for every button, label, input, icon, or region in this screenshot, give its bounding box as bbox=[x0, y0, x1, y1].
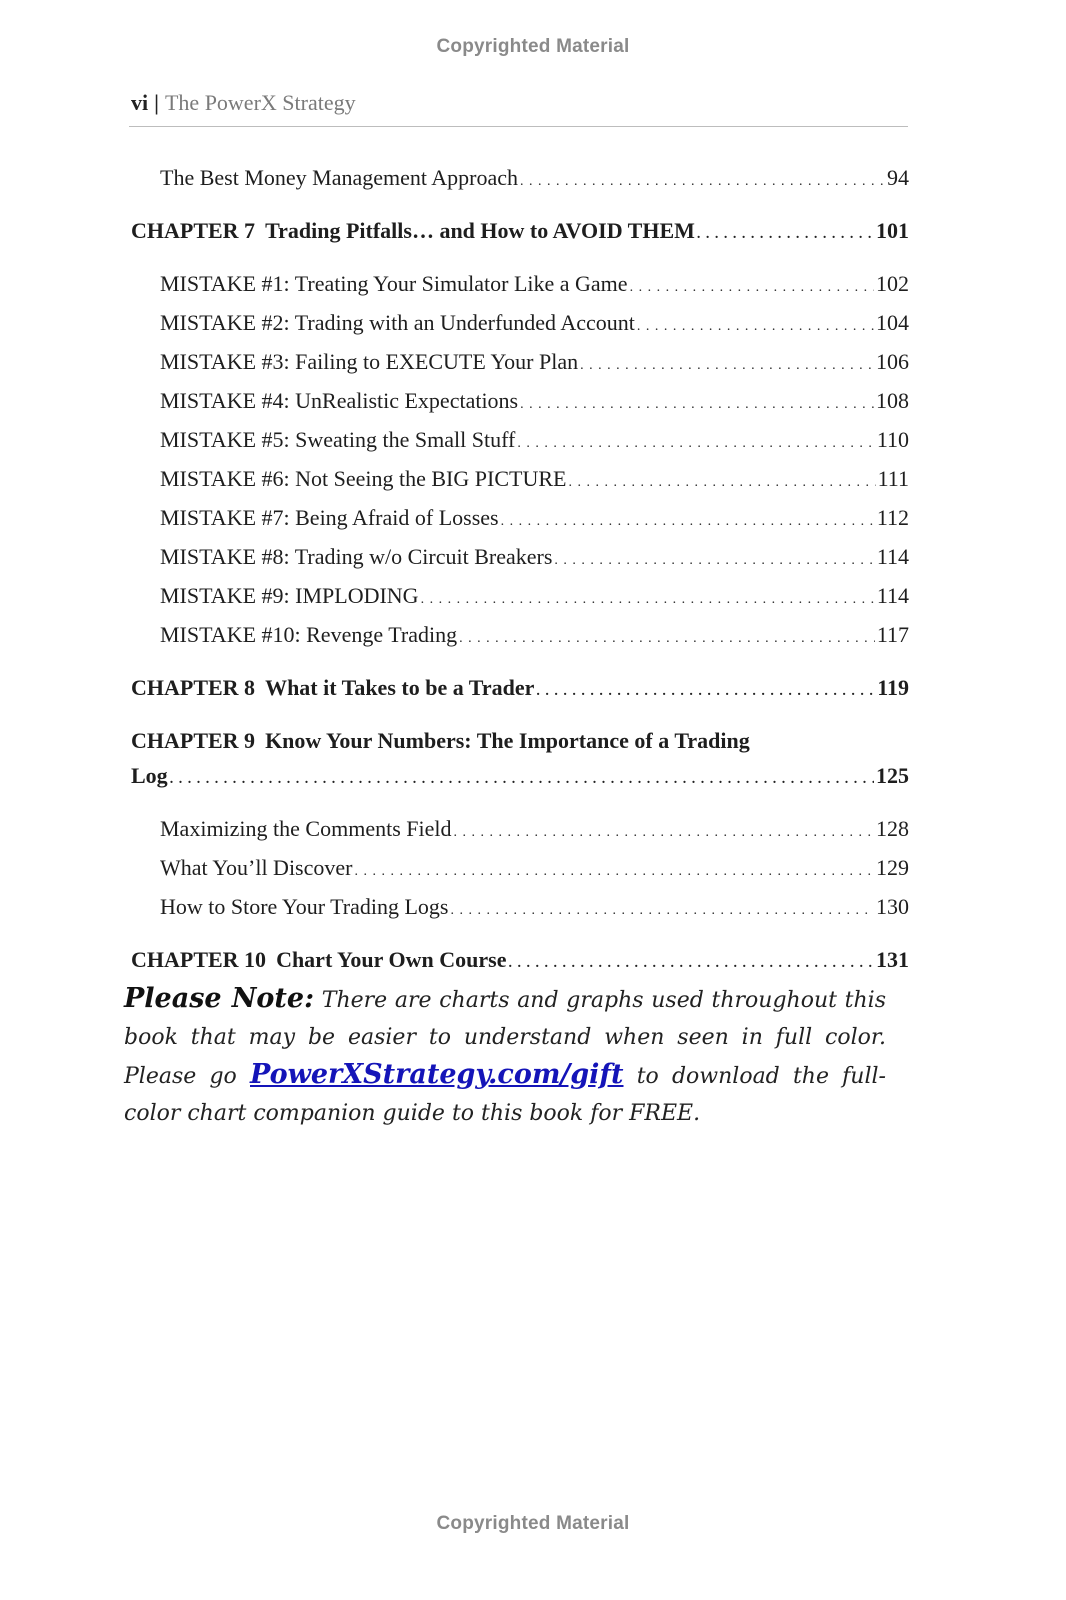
toc-entry-title: MISTAKE #8: Trading w/o Circuit Breakers bbox=[160, 544, 553, 569]
page-number: vi bbox=[131, 90, 149, 115]
dot-leader bbox=[517, 426, 874, 461]
dot-leader bbox=[170, 762, 874, 797]
chapter-7-mistakes-list bbox=[131, 266, 909, 656]
toc-entry-title: MISTAKE #5: Sweating the Small Stuff bbox=[160, 427, 516, 452]
toc-chapter-9[interactable] bbox=[131, 723, 909, 797]
dot-leader bbox=[501, 504, 875, 539]
toc-entry-title: MISTAKE #9: IMPLODING bbox=[160, 583, 419, 608]
toc-entry-page: 128 bbox=[876, 816, 909, 841]
header-separator: | bbox=[154, 90, 159, 115]
chapter-9-sections-list bbox=[131, 811, 909, 928]
toc-entry-what-youll-discover[interactable] bbox=[131, 850, 909, 889]
toc-entry-page: 129 bbox=[876, 855, 909, 880]
toc-entry-page: 114 bbox=[876, 544, 909, 569]
please-note-paragraph bbox=[124, 980, 886, 1132]
gift-link[interactable]: PowerXStrategy.com/gift bbox=[250, 1059, 624, 1090]
chapter-title-line-2 bbox=[131, 758, 909, 797]
chapter-label: CHAPTER 9 bbox=[131, 728, 256, 753]
chapter-page: 125 bbox=[876, 763, 909, 788]
dot-leader bbox=[536, 674, 875, 709]
toc-entry-money-management[interactable] bbox=[131, 160, 909, 199]
toc-entry-title: Maximizing the Comments Field bbox=[160, 816, 452, 841]
running-head bbox=[131, 90, 356, 116]
dot-leader bbox=[630, 270, 874, 305]
dot-leader bbox=[421, 582, 875, 617]
toc-entry-mistake-4[interactable] bbox=[131, 383, 909, 422]
toc-entry-mistake-9[interactable] bbox=[131, 578, 909, 617]
copyright-watermark-bottom: Copyrighted Material bbox=[436, 1513, 630, 1534]
dot-leader bbox=[520, 387, 874, 422]
note-lead-in: Please Note: bbox=[124, 983, 315, 1014]
toc-entry-mistake-1[interactable] bbox=[131, 266, 909, 305]
toc-entry-title: MISTAKE #10: Revenge Trading bbox=[160, 622, 458, 647]
toc-entry-page: 102 bbox=[876, 271, 909, 296]
dot-leader bbox=[568, 465, 875, 500]
toc-entry-mistake-5[interactable] bbox=[131, 422, 909, 461]
toc-entry-mistake-2[interactable] bbox=[131, 305, 909, 344]
dot-leader bbox=[697, 217, 874, 252]
toc-entry-title: MISTAKE #3: Failing to EXECUTE Your Plan bbox=[160, 349, 579, 374]
toc-entry-mistake-10[interactable] bbox=[131, 617, 909, 656]
dot-leader bbox=[453, 815, 874, 850]
toc-entry-page: 94 bbox=[887, 165, 909, 190]
toc-entry-title: How to Store Your Trading Logs bbox=[160, 894, 449, 919]
chapter-page: 131 bbox=[876, 947, 909, 972]
toc-entry-title: MISTAKE #6: Not Seeing the BIG PICTURE bbox=[160, 466, 567, 491]
toc-chapter-8[interactable] bbox=[131, 670, 909, 709]
header-rule bbox=[129, 126, 908, 127]
toc-entry-store-trading-logs[interactable] bbox=[131, 889, 909, 928]
toc-entry-page: 117 bbox=[876, 622, 909, 647]
dot-leader bbox=[459, 621, 875, 656]
toc-entry-page: 114 bbox=[876, 583, 909, 608]
chapter-title-continued: Log bbox=[131, 763, 168, 788]
dot-leader bbox=[520, 164, 885, 199]
toc-chapter-10[interactable] bbox=[131, 942, 909, 981]
chapter-page: 101 bbox=[876, 218, 909, 243]
toc-entry-mistake-7[interactable] bbox=[131, 500, 909, 539]
chapter-title: Trading Pitfalls… and How to AVOID THEM bbox=[265, 218, 695, 243]
toc-entry-title: What You’ll Discover bbox=[160, 855, 353, 880]
toc-entry-title: MISTAKE #7: Being Afraid of Losses bbox=[160, 505, 499, 530]
toc-entry-page: 108 bbox=[876, 388, 909, 413]
dot-leader bbox=[637, 309, 874, 344]
chapter-label: CHAPTER 7 bbox=[131, 218, 256, 243]
chapter-title: Know Your Numbers: The Importance of a Trading bbox=[265, 728, 750, 753]
chapter-title-line-1 bbox=[131, 723, 909, 758]
toc-entry-mistake-6[interactable] bbox=[131, 461, 909, 500]
dot-leader bbox=[554, 543, 874, 578]
chapter-label: CHAPTER 10 bbox=[131, 947, 267, 972]
dot-leader bbox=[354, 854, 874, 889]
toc-entry-page: 104 bbox=[876, 310, 909, 335]
toc-entry-title: MISTAKE #1: Treating Your Simulator Like a Game bbox=[160, 271, 628, 296]
chapter-title: Chart Your Own Course bbox=[276, 947, 507, 972]
table-of-contents bbox=[131, 160, 909, 981]
copyright-watermark-top: Copyrighted Material bbox=[436, 36, 630, 57]
chapter-title: What it Takes to be a Trader bbox=[265, 675, 535, 700]
dot-leader bbox=[580, 348, 874, 383]
toc-entry-comments-field[interactable] bbox=[131, 811, 909, 850]
book-title: The PowerX Strategy bbox=[164, 90, 356, 115]
toc-entry-title: MISTAKE #4: UnRealistic Expectations bbox=[160, 388, 519, 413]
toc-entry-page: 106 bbox=[876, 349, 909, 374]
toc-entry-mistake-8[interactable] bbox=[131, 539, 909, 578]
toc-entry-page: 112 bbox=[876, 505, 909, 530]
note-text-2: to download the full-color chart companion guide to this book for FREE. bbox=[124, 1064, 886, 1126]
toc-entry-page: 130 bbox=[876, 894, 909, 919]
chapter-label: CHAPTER 8 bbox=[131, 675, 256, 700]
dot-leader bbox=[451, 893, 875, 928]
note-text-1: There are charts and graphs used throughout this book that may be easier to understand when seen in full color. Please go bbox=[124, 988, 887, 1089]
toc-entry-page: 111 bbox=[877, 466, 909, 491]
toc-entry-title: MISTAKE #2: Trading with an Underfunded Account bbox=[160, 310, 635, 335]
toc-entry-page: 110 bbox=[876, 427, 909, 452]
toc-entry-title: The Best Money Management Approach bbox=[160, 165, 519, 190]
toc-entry-mistake-3[interactable] bbox=[131, 344, 909, 383]
chapter-page: 119 bbox=[877, 675, 909, 700]
dot-leader bbox=[508, 946, 874, 981]
toc-chapter-7[interactable] bbox=[131, 213, 909, 252]
